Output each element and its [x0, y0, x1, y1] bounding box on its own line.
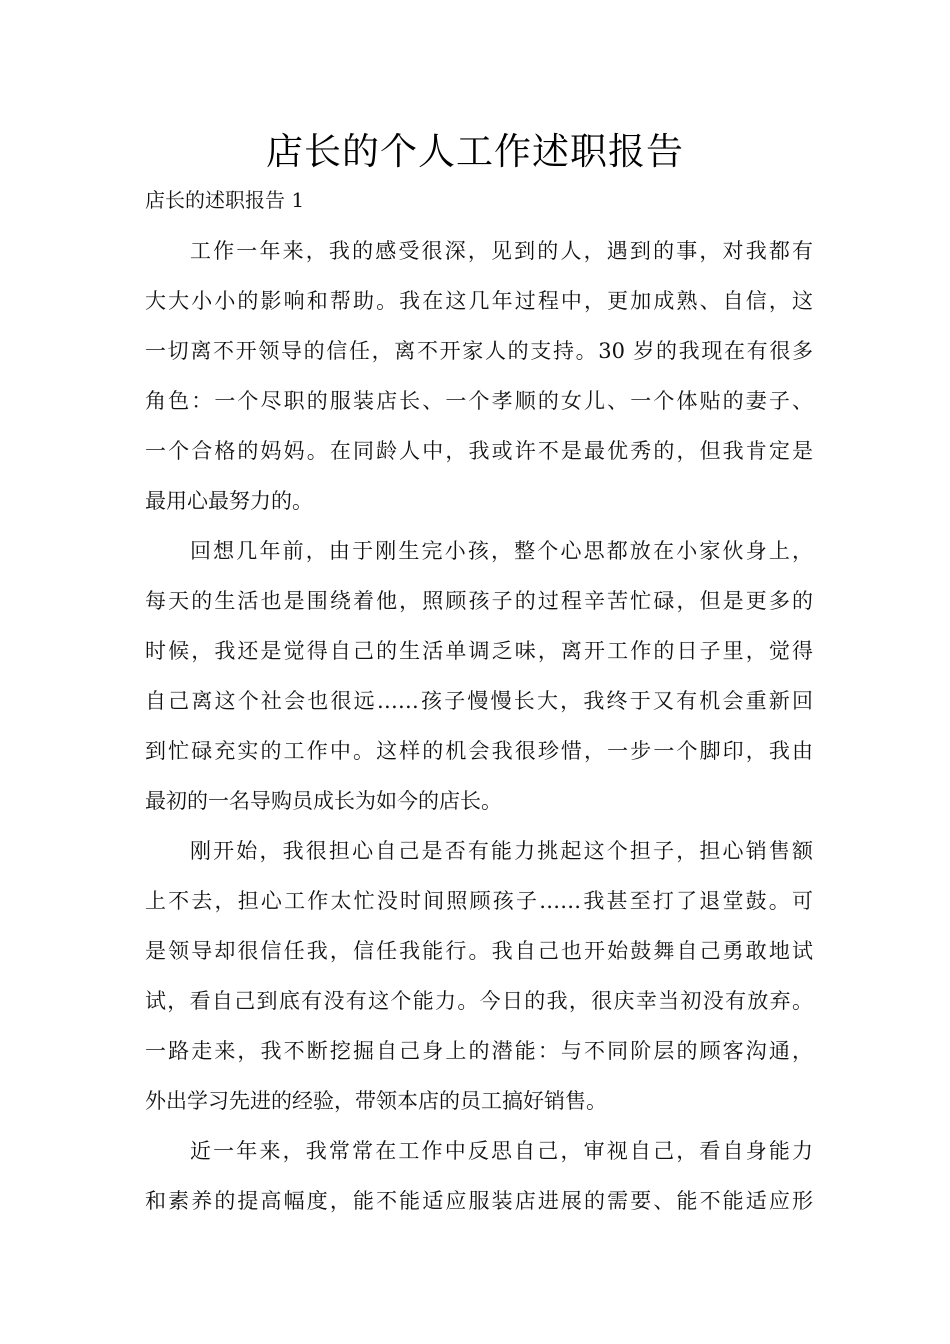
text-line: 回想几年前，由于刚生完小孩，整个心思都放在小家伙身上，	[190, 539, 813, 563]
text-line: 每天的生活也是围绕着他，照顾孩子的过程辛苦忙碌，但是更多的	[145, 589, 813, 613]
text-line: 一个合格的妈妈。在同龄人中，我或许不是最优秀的，但我肯定是	[145, 439, 813, 463]
text-line: 一路走来，我不断挖掘自己身上的潜能：与不同阶层的顾客沟通，	[145, 1039, 813, 1063]
text-line: 最初的一名导购员成长为如今的店长。	[145, 789, 502, 813]
text-line: 时候，我还是觉得自己的生活单调乏味，离开工作的日子里，觉得	[145, 639, 813, 663]
document-title: 店长的个人工作述职报告	[266, 130, 684, 173]
text-line: 大大小小的影响和帮助。我在这几年过程中，更加成熟、自信，这	[145, 289, 813, 313]
text-line: 上不去，担心工作太忙没时间照顾孩子……我甚至打了退堂鼓。可	[145, 889, 813, 913]
text-line: 一切离不开领导的信任，离不开家人的支持。30 岁的我现在有很多	[145, 339, 813, 363]
text-line: 到忙碌充实的工作中。这样的机会我很珍惜，一步一个脚印，我由	[145, 739, 813, 763]
text-line: 工作一年来，我的感受很深，见到的人，遇到的事，对我都有	[190, 239, 813, 263]
document-body	[145, 237, 813, 1237]
text-line: 近一年来，我常常在工作中反思自己，审视自己，看自身能力	[190, 1139, 813, 1163]
text-line: 试，看自己到底有没有这个能力。今日的我，很庆幸当初没有放弃。	[145, 989, 813, 1013]
text-line: 自己离这个社会也很远……孩子慢慢长大，我终于又有机会重新回	[145, 689, 813, 713]
text-line: 外出学习先进的经验，带领本店的员工搞好销售。	[145, 1089, 607, 1113]
text-line: 是领导却很信任我，信任我能行。我自己也开始鼓舞自己勇敢地试	[145, 939, 813, 963]
text-line: 角色：一个尽职的服装店长、一个孝顺的女儿、一个体贴的妻子、	[145, 389, 813, 413]
text-line: 最用心最努力的。	[145, 489, 313, 513]
section-heading: 店长的述职报告 1	[145, 188, 305, 212]
text-line: 和素养的提高幅度，能不能适应服装店进展的需要、能不能适应形	[145, 1189, 813, 1213]
text-line: 刚开始，我很担心自己是否有能力挑起这个担子，担心销售额	[190, 839, 813, 863]
